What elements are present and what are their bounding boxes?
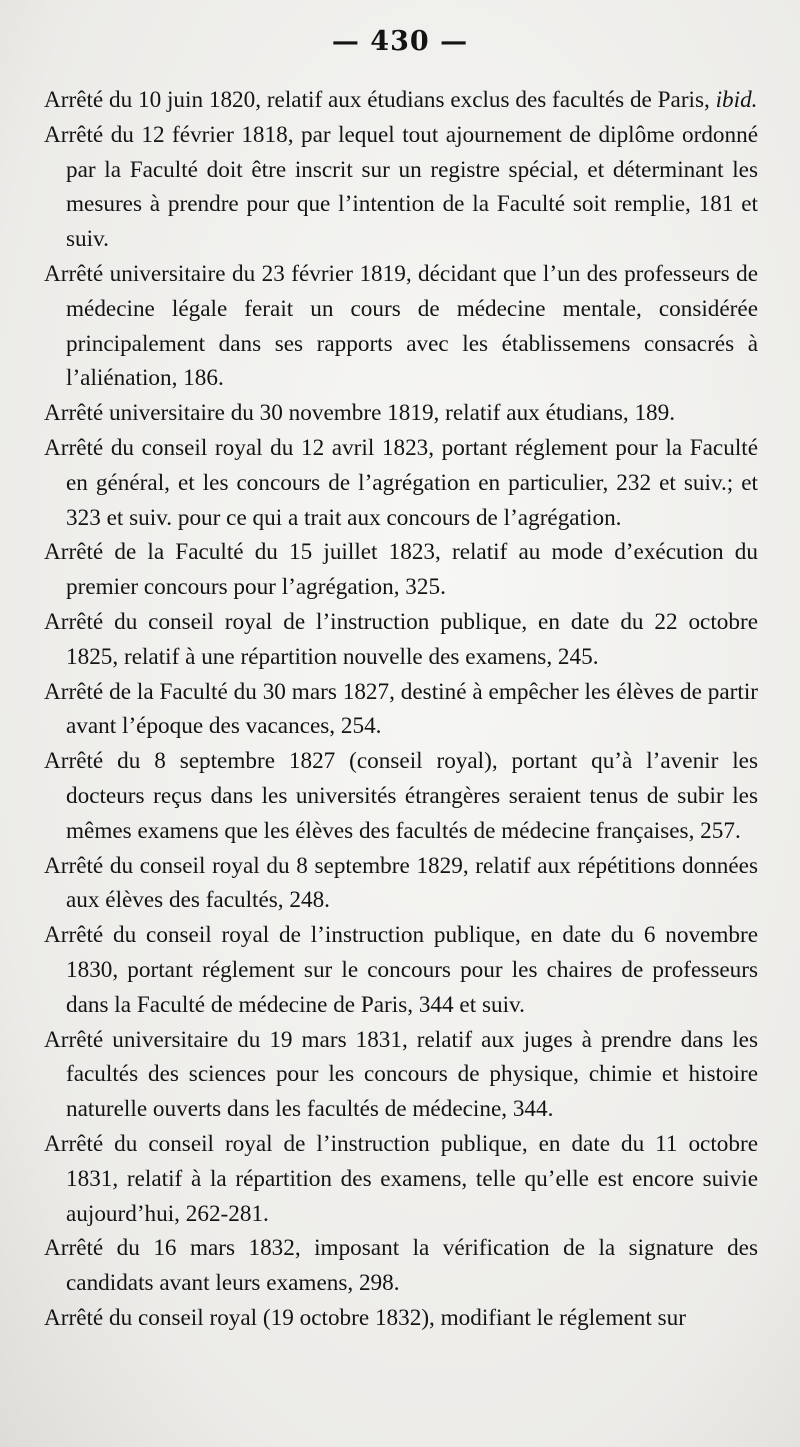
- entry-text: Arrêté du 8 septembre 1827 (conseil royal), portant qu’à l’avenir les docteurs reçus dans les universités étrangères seraient tenus de subir les mêmes examens que les élèves des facultés de médecine françaises, 257.: [44, 748, 758, 844]
- index-entry: [44, 1023, 758, 1127]
- entry-text: Arrêté universitaire du 30 novembre 1819, relatif aux étudians, 189.: [44, 400, 676, 427]
- index-entry: [44, 675, 758, 745]
- page-number: — 430 —: [331, 26, 469, 57]
- entry-text: Arrêté de la Faculté du 15 juillet 1823, relatif au mode d’exécution du premier concours pour l’agrégation, 325.: [44, 539, 758, 601]
- entry-text: Arrêté de la Faculté du 30 mars 1827, destiné à empêcher les élèves de partir avant l’époque des vacances, 254.: [44, 678, 758, 740]
- entry-text: Arrêté du conseil royal de l’instruction publique, en date du 22 octobre 1825, relatif à une répartition nouvelle des examens, 245.: [44, 608, 758, 670]
- index-entry: [44, 118, 758, 257]
- entry-text: Arrêté du conseil royal du 12 avril 1823, portant réglement pour la Faculté en général, et les concours de l’agrégation en particulier, 232 et suiv.; et 323 et suiv. pour ce qui a trait aux concours de l’agrégation.: [44, 434, 758, 531]
- index-entry: [44, 744, 758, 848]
- index-entry: [44, 396, 758, 431]
- index-entry: [44, 83, 758, 118]
- entry-text: Arrêté universitaire du 23 février 1819, décidant que l’un des professeurs de médecine légale ferait un cours de médecine mentale, considérée principalement dans ses rapports avec les établissemens consacrés à l’aliénation, 186.: [44, 260, 758, 392]
- entry-text: Arrêté du conseil royal du 8 septembre 1829, relatif aux répétitions données aux élèves des facultés, 248.: [44, 852, 758, 914]
- entry-text: Arrêté du 10 juin 1820, relatif aux étudians exclus des facultés de Paris, ibid.: [44, 87, 758, 113]
- index-entry: [44, 431, 758, 535]
- index-entry: [44, 1127, 758, 1231]
- entry-text: Arrêté du conseil royal de l’instruction publique, en date du 6 novembre 1830, portant réglement sur le concours pour les chaires de professeurs dans la Faculté de médecine de Paris, 344 et suiv.: [44, 922, 758, 1018]
- index-entry: [44, 1231, 758, 1301]
- entry-text: Arrêté universitaire du 19 mars 1831, relatif aux juges à prendre dans les facultés des sciences pour les concours de physique, chimie et histoire naturelle ouverts dans les facultés de médecine, 344.: [44, 1026, 758, 1123]
- entry-text: Arrêté du 12 février 1818, par lequel tout ajournement de diplôme ordonné par la Faculté doit être inscrit sur un registre spécial, et déterminant les mesures à prendre pour que l’intention de la Faculté soit remplie, 181 et suiv.: [44, 121, 758, 253]
- index-entry: [44, 1301, 758, 1336]
- entry-text: Arrêté du conseil royal (19 octobre 1832), modifiant le réglement sur: [44, 1304, 686, 1331]
- entry-text: Arrêté du conseil royal de l’instruction publique, en date du 11 octobre 1831, relatif à la répartition des examens, telle qu’elle est encore suivie aujourd’hui, 262-281.: [44, 1130, 758, 1227]
- entry-text: Arrêté du 16 mars 1832, imposant la vérification de la signature des candidats avant leurs examens, 298.: [44, 1235, 758, 1297]
- index-entry: [44, 257, 758, 396]
- index-entry: [44, 605, 758, 675]
- ibid-italic: ibid.: [715, 87, 758, 113]
- index-entry: [44, 535, 758, 605]
- index-entries: [44, 83, 758, 1336]
- index-entry: [44, 849, 758, 919]
- index-entry: [44, 918, 758, 1022]
